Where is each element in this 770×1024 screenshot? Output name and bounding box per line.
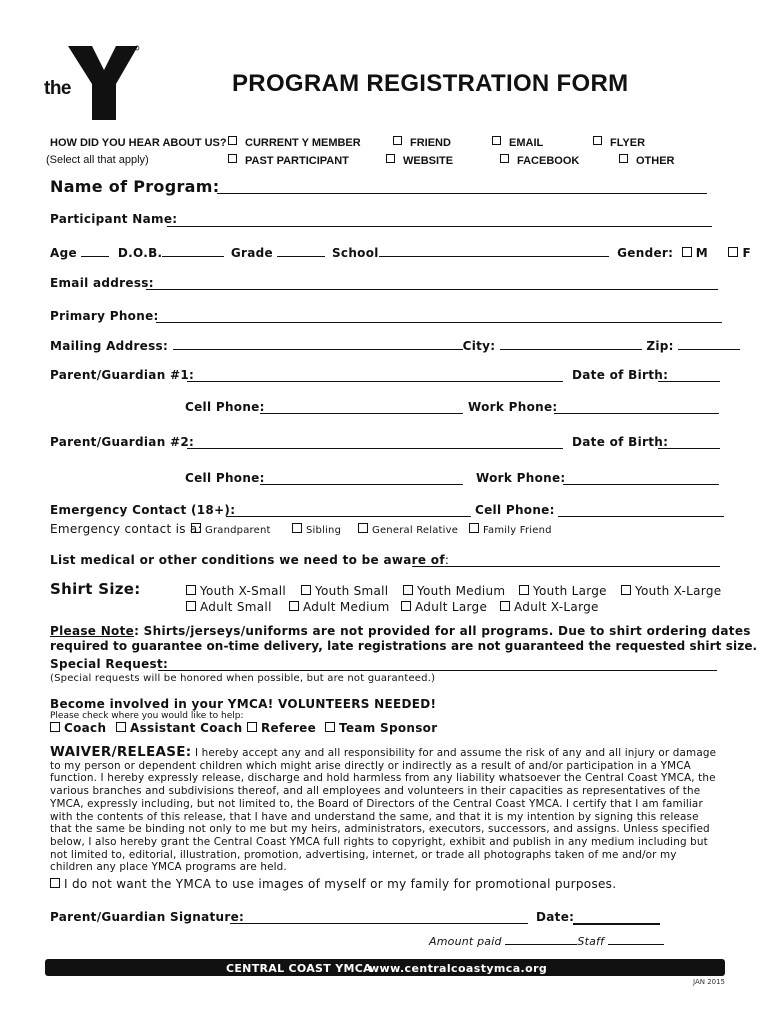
dob-label: D.O.B. xyxy=(117,246,163,260)
hear-option-website[interactable]: WEBSITE xyxy=(386,154,453,167)
guardian1-work-label: Work Phone: xyxy=(468,400,558,414)
relation-grandparent[interactable]: Grandparent xyxy=(191,523,271,536)
grade-field[interactable] xyxy=(277,244,325,257)
age-field[interactable] xyxy=(81,244,109,257)
checkbox-icon[interactable] xyxy=(191,523,201,533)
image-optout[interactable]: I do not want the YMCA to use images of myself or my family for promotional purposes. xyxy=(50,877,616,891)
zip-field[interactable] xyxy=(678,337,740,350)
office-use xyxy=(429,932,664,948)
guardian1-cell-field[interactable] xyxy=(260,401,463,414)
program-name-label: Name of Program: xyxy=(50,177,220,196)
staff-label: Staff xyxy=(577,935,605,948)
shirt-youth-small[interactable]: Youth Small xyxy=(301,584,388,598)
ymca-logo xyxy=(44,44,144,124)
shirt-youth-xlarge[interactable]: Youth X-Large xyxy=(621,584,721,598)
gender-m-label: M xyxy=(695,246,708,260)
age-row xyxy=(50,244,751,260)
hear-option-other[interactable]: OTHER xyxy=(619,154,675,167)
mailing-address-row xyxy=(50,337,740,353)
hear-option-current-member[interactable]: CURRENT Y MEMBER xyxy=(228,136,361,149)
mailing-address-label: Mailing Address: xyxy=(50,339,169,353)
guardian2-cell-field[interactable] xyxy=(260,472,463,485)
city-field[interactable] xyxy=(500,337,642,350)
shirt-youth-xsmall[interactable]: Youth X-Small xyxy=(186,584,286,598)
waiver-heading: WAIVER/RELEASE: xyxy=(50,744,192,760)
please-note-line2: required to guarantee on-time delivery, late registrations are not guaranteed the requested shirt size. xyxy=(50,639,758,653)
gender-label: Gender: xyxy=(617,246,674,260)
medical-label: List medical or other conditions we need to be aware of: xyxy=(50,553,450,567)
hear-option-friend[interactable]: FRIEND xyxy=(393,136,451,149)
special-request-label: Special Request: xyxy=(50,657,169,671)
special-request-field[interactable] xyxy=(158,658,717,671)
checkbox-icon[interactable] xyxy=(301,585,311,595)
email-label: Email address: xyxy=(50,276,154,290)
volunteer-referee[interactable]: Referee xyxy=(247,721,316,735)
checkbox-icon[interactable] xyxy=(292,523,302,533)
dob-field[interactable] xyxy=(162,244,224,257)
emergency-contact-label: Emergency Contact (18+): xyxy=(50,503,236,517)
checkbox-icon[interactable] xyxy=(492,136,501,145)
relation-sibling[interactable]: Sibling xyxy=(292,523,341,536)
guardian2-dob-label: Date of Birth: xyxy=(572,435,669,449)
waiver-text: I hereby accept any and all responsibility for and assume the risk of any and all injury or damage to my person or dependent children which might arise directly or indirectly as a result of and/or participation in a YMCA function. I hereby expressly release, discharge and hold harmless from any liability whatsoever the Central Coast YMCA, the various branches and subdivisions thereof, and all employees and volunteers in their capacities as representatives of the YMCA, expressly including, but not limited to, the Board of Directors of the Central Coast YMCA. I certify that I am familiar with the contents of this release, that I have and understand the same, and that it is my intention by signing this release that the same be binding not only to me but my heirs, administrators, executors, successors, and assigns. Unless specified below, I also hereby grant the Central Coast YMCA full rights to copyright, exhibit and publish in any medium including but not limited to, editorial, illustration, promotion, advertising, internet, or trade all photographs taken of me and/or my children any place YMCA programs are held. xyxy=(50,747,717,874)
shirt-youth-large[interactable]: Youth Large xyxy=(519,584,607,598)
relation-family-friend[interactable]: Family Friend xyxy=(469,523,552,536)
checkbox-icon[interactable] xyxy=(50,722,60,732)
guardian2-label: Parent/Guardian #2: xyxy=(50,435,195,449)
checkbox-icon[interactable] xyxy=(593,136,602,145)
gender-m-checkbox[interactable] xyxy=(682,247,692,257)
checkbox-icon[interactable] xyxy=(500,601,510,611)
special-request-note: (Special requests will be honored when possible, but are not guaranteed.) xyxy=(50,673,436,684)
shirt-adult-medium[interactable]: Adult Medium xyxy=(289,600,390,614)
y-logo-icon xyxy=(66,44,140,122)
amount-paid-label: Amount paid xyxy=(429,935,502,948)
participant-name-field[interactable] xyxy=(167,213,712,227)
school-field[interactable] xyxy=(379,244,609,257)
hear-question: HOW DID YOU HEAR ABOUT US? xyxy=(50,137,227,149)
grade-label: Grade xyxy=(230,246,273,260)
checkbox-icon[interactable] xyxy=(289,601,299,611)
school-label: School xyxy=(331,246,379,260)
checkbox-icon[interactable] xyxy=(358,523,368,533)
signature-date-label: Date: xyxy=(536,910,575,924)
relation-general-relative[interactable]: General Relative xyxy=(358,523,458,536)
checkbox-icon[interactable] xyxy=(469,523,479,533)
program-name-field[interactable] xyxy=(217,181,707,194)
checkbox-icon[interactable] xyxy=(228,154,237,163)
email-field[interactable] xyxy=(146,277,718,290)
hear-option-facebook[interactable]: FACEBOOK xyxy=(500,154,579,167)
checkbox-icon[interactable] xyxy=(386,154,395,163)
footer-org: CENTRAL COAST YMCA xyxy=(226,962,372,975)
emergency-cell-label: Cell Phone: xyxy=(475,503,555,517)
checkbox-icon[interactable] xyxy=(228,136,237,145)
guardian2-dob-field[interactable] xyxy=(658,436,720,449)
checkbox-icon[interactable] xyxy=(393,136,402,145)
shirt-size-label: Shirt Size: xyxy=(50,580,141,598)
please-note: Please Note: Shirts/jerseys/uniforms are not provided for all programs. Due to shirt ordering dates xyxy=(50,624,751,638)
shirt-adult-small[interactable]: Adult Small xyxy=(186,600,272,614)
logo-the: the xyxy=(44,78,71,99)
checkbox-icon[interactable] xyxy=(186,601,196,611)
guardian2-work-field[interactable] xyxy=(563,472,719,485)
participant-name-label: Participant Name: xyxy=(50,212,178,226)
guardian1-work-field[interactable] xyxy=(554,401,719,414)
guardian2-work-label: Work Phone: xyxy=(476,471,566,485)
primary-phone-label: Primary Phone: xyxy=(50,309,159,323)
checkbox-icon[interactable] xyxy=(403,585,413,595)
gender-f-checkbox[interactable] xyxy=(728,247,738,257)
logo-ymca-small: YMCA xyxy=(119,89,136,110)
hear-note: (Select all that apply) xyxy=(46,154,149,166)
emergency-relation-label: Emergency contact is a: xyxy=(50,522,202,536)
emergency-cell-field[interactable] xyxy=(558,504,724,517)
checkbox-icon[interactable] xyxy=(50,878,60,888)
signature-date-field[interactable] xyxy=(573,911,660,925)
shirt-youth-medium[interactable]: Youth Medium xyxy=(403,584,505,598)
hear-option-past-participant[interactable]: PAST PARTICIPANT xyxy=(228,154,349,167)
volunteer-sub: Please check where you would like to help: xyxy=(50,711,244,721)
gender-f-label: F xyxy=(742,246,751,260)
checkbox-icon[interactable] xyxy=(325,722,335,732)
waiver-release xyxy=(50,746,722,874)
volunteer-team-sponsor[interactable]: Team Sponsor xyxy=(325,721,437,735)
checkbox-icon[interactable] xyxy=(186,585,196,595)
guardian1-dob-field[interactable] xyxy=(658,369,720,382)
checkbox-icon[interactable] xyxy=(500,154,509,163)
checkbox-icon[interactable] xyxy=(519,585,529,595)
shirt-adult-xlarge[interactable]: Adult X-Large xyxy=(500,600,599,614)
guardian2-cell-label: Cell Phone: xyxy=(185,471,265,485)
hear-option-email[interactable]: EMAIL xyxy=(492,136,543,149)
checkbox-icon[interactable] xyxy=(116,722,126,732)
volunteer-assistant-coach[interactable]: Assistant Coach xyxy=(116,721,242,735)
staff-field[interactable] xyxy=(608,932,664,945)
mailing-address-field[interactable] xyxy=(173,337,463,350)
volunteer-coach[interactable]: Coach xyxy=(50,721,106,735)
city-label: City: xyxy=(462,339,496,353)
signature-field[interactable] xyxy=(230,911,528,924)
footer-date: JAN 2015 xyxy=(693,978,726,986)
shirt-adult-large[interactable]: Adult Large xyxy=(401,600,487,614)
checkbox-icon[interactable] xyxy=(247,722,257,732)
zip-label: Zip: xyxy=(646,339,674,353)
emergency-contact-field[interactable] xyxy=(226,504,471,517)
medical-field[interactable] xyxy=(412,554,720,567)
amount-paid-field[interactable] xyxy=(505,932,577,945)
guardian1-cell-label: Cell Phone: xyxy=(185,400,265,414)
hear-option-flyer[interactable]: FLYER xyxy=(593,136,645,149)
footer-url[interactable]: www.centralcoastymca.org xyxy=(369,962,548,975)
checkbox-icon[interactable] xyxy=(619,154,628,163)
checkbox-icon[interactable] xyxy=(401,601,411,611)
guardian1-dob-label: Date of Birth: xyxy=(572,368,669,382)
age-label: Age xyxy=(50,246,77,260)
page-title: PROGRAM REGISTRATION FORM xyxy=(232,70,629,97)
guardian1-field[interactable] xyxy=(187,369,563,382)
signature-label: Parent/Guardian Signature: xyxy=(50,910,245,924)
guardian2-field[interactable] xyxy=(187,436,563,449)
guardian1-label: Parent/Guardian #1: xyxy=(50,368,195,382)
volunteer-heading: Become involved in your YMCA! VOLUNTEERS NEEDED! xyxy=(50,697,437,711)
primary-phone-field[interactable] xyxy=(156,310,722,323)
checkbox-icon[interactable] xyxy=(621,585,631,595)
